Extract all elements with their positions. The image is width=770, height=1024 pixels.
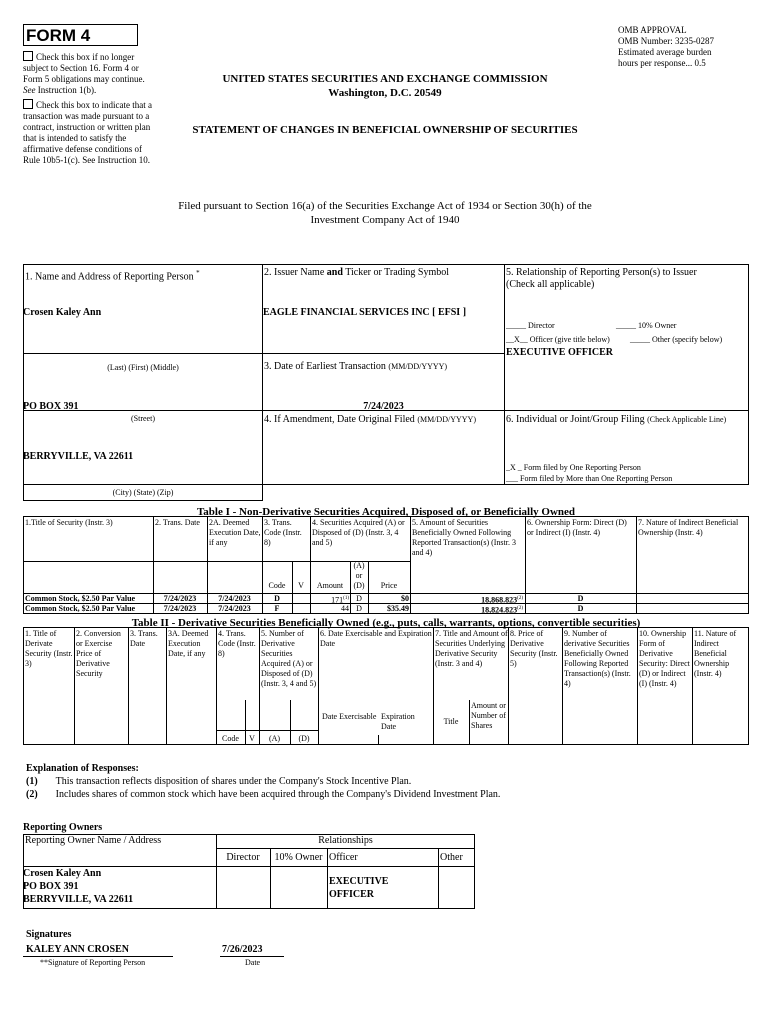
t1-h-sub-v: V [298, 581, 304, 590]
explanation-heading: Explanation of Responses: [26, 763, 139, 774]
t2-h-sub-title: Title [443, 717, 459, 726]
t1-r1-deemed: 7/24/2023 [218, 594, 251, 603]
box4-label: 4. If Amendment, Date Original Filed (MM/DD/YYYY) [264, 414, 476, 425]
date-label: Date [245, 958, 261, 967]
t2-h-sub-a: (A) [268, 734, 281, 743]
owners-col-name: Reporting Owner Name / Address [25, 835, 162, 846]
name-parts-label: (Last) (First) (Middle) [107, 363, 179, 372]
agency-city: Washington, D.C. 20549 [328, 87, 442, 99]
t1-r2-aord: D [356, 604, 362, 613]
t1-h-sub-amount: Amount [316, 581, 344, 590]
city-label: (City) (State) (Zip) [112, 488, 174, 497]
filing-one[interactable]: _X _ Form filed by One Reporting Person [506, 463, 641, 472]
box1-label: 1. Name and Address of Reporting Person * [25, 269, 200, 283]
t2-h-sub-code: Code [222, 734, 239, 743]
t1-h-sub-aord: (A) or (D) [353, 561, 365, 590]
t1-h-nature: 7. Nature of Indirect Beneficial Ownership (Instr. 4) [638, 518, 739, 537]
officer-option[interactable]: __X__ Officer (give title below) [506, 335, 610, 344]
t1-r2-price: $35.49 [387, 604, 409, 613]
signature-name: KALEY ANN CROSEN [26, 944, 129, 955]
t1-r1-aord: D [356, 594, 362, 603]
t2-h-title: 1. Title of Derivate Security (Instr. 3) [25, 629, 73, 668]
table1-title: Table I - Non-Derivative Securities Acquired, Disposed of, or Beneficially Owned [196, 506, 576, 518]
owners-col-owner10: 10% Owner [274, 852, 323, 863]
t2-h-sub-amount: Amount or Number of Shares [471, 701, 506, 730]
agency-name: UNITED STATES SECURITIES AND EXCHANGE COMMISSION [222, 73, 548, 85]
10b5-checkbox[interactable] [23, 99, 33, 109]
issuer-value: EAGLE FINANCIAL SERVICES INC [ EFSI ] [263, 307, 467, 318]
t2-h-deemed: 3A. Deemed Execution Date, if any [168, 629, 209, 658]
box3-label: 3. Date of Earliest Transaction (MM/DD/YYYY) [264, 361, 448, 372]
t1-r1-owned: 18,868.823$^{(2)}$ [481, 595, 523, 605]
director-option[interactable]: _____ Director [506, 321, 555, 330]
t1-r2-date: 7/24/2023 [163, 604, 197, 613]
t2-h-form: 10. Ownership Form of Derivative Security: Direct (D) or Indirect (I) (Instr. 4) [639, 629, 690, 688]
t1-h-title: 1.Title of Security (Instr. 3) [25, 518, 113, 527]
t2-h-exercisable: 6. Date Exercisable and Expiration Date [320, 629, 432, 648]
t1-r2-owned: 18,824.823$^{(2)}$ [481, 605, 523, 615]
t1-h-sub-code: Code [268, 581, 286, 590]
t1-h-acquired: 4. Securities Acquired (A) or Disposed of (D) (Instr. 3, 4 and 5) [312, 518, 405, 547]
box2-label: 2. Issuer Name and Ticker or Trading Symbol [264, 267, 450, 278]
owner-officer-value: EXECUTIVE OFFICER [329, 876, 389, 900]
t1-h-sub-price: Price [380, 581, 398, 590]
city-value: BERRYVILLE, VA 22611 [23, 451, 134, 462]
other-option[interactable]: _____ Other (specify below) [630, 335, 723, 344]
section16-checkbox[interactable] [23, 51, 33, 61]
owners-heading: Reporting Owners [23, 822, 103, 833]
t1-r1-amount: 171$^{(1)}$ [331, 595, 349, 605]
t2-h-code: 4. Trans. Code (Instr. 8) [218, 629, 256, 658]
form-title: FORM 4 [26, 26, 91, 45]
t2-h-sub-date-ex: Date Exercisable [322, 712, 377, 721]
street-label: (Street) [131, 414, 155, 423]
t2-h-sub-d: (D) [298, 734, 310, 743]
form-title-box [23, 24, 138, 46]
t2-h-sub-exp: Expiration Date [381, 712, 415, 731]
t2-h-underlying: 7. Title and Amount of Securities Underlying Derivative Security (Instr. 3 and 4) [435, 629, 508, 668]
t1-h-code: 3. Trans. Code (Instr. 8) [264, 518, 302, 547]
owners-col-other: Other [440, 852, 463, 863]
t1-r1-date: 7/24/2023 [163, 594, 197, 603]
t1-r2-form: D [577, 604, 584, 613]
t1-h-form: 6. Ownership Form: Direct (D) or Indirect (I) (Instr. 4) [527, 518, 627, 537]
statement-title: STATEMENT OF CHANGES IN BENEFICIAL OWNERSHIP OF SECURITIES [192, 124, 578, 136]
officer-title: EXECUTIVE OFFICER [506, 347, 613, 358]
t2-h-date: 3. Trans. Date [130, 629, 158, 648]
filing-more[interactable]: ___ Form filed by More than One Reporting Person [506, 474, 673, 483]
owners-col-director: Director [226, 852, 260, 863]
t2-h-nature: 11. Nature of Indirect Beneficial Ownership (Instr. 4) [694, 629, 737, 678]
t2-h-price: 8. Price of Derivative Security (Instr. 5) [510, 629, 558, 668]
box6-label: 6. Individual or Joint/Group Filing (Check Applicable Line) [506, 414, 727, 425]
filed-pursuant: Filed pursuant to Section 16(a) of the Securities Exchange Act of 1934 or Section 30(h) of the Investment Company Act of 1940 [178, 200, 592, 226]
check-10b5: Check this box to indicate that a transaction was made pursuant to a contract, instruction or written plan that is intended to satisfy the affirmative defense conditions of Rule 10b5-1(c). See Instruction 10. [23, 100, 152, 165]
t1-r2-amount: 44 [341, 604, 349, 613]
t1-r1-form: D [577, 594, 584, 603]
earliest-date-value: 7/24/2023 [363, 401, 404, 412]
t2-h-conversion: 2. Conversion or Exercise Price of Derivative Security [76, 629, 121, 678]
signature-date: 7/26/2023 [222, 944, 263, 955]
owner10-option[interactable]: _____ 10% Owner [616, 321, 677, 330]
check-section16: Check this box if no longer subject to Section 16. Form 4 or Form 5 obligations may continue. See Instruction 1(b). [23, 52, 145, 95]
t1-r2-code: F [274, 604, 280, 613]
owners-col-officer: Officer [329, 852, 358, 863]
owner-name: Crosen Kaley Ann PO BOX 391 BERRYVILLE, VA 22611 [23, 868, 134, 905]
table2-title: Table II - Derivative Securities Beneficially Owned (e.g., puts, calls, warrants, options, convertible securities) [131, 617, 641, 629]
reporting-person-name: Crosen Kaley Ann [23, 307, 102, 318]
t2-h-sub-v: V [249, 734, 255, 743]
t2-h-owned: 9. Number of derivative Securities Beneficially Owned Following Reported Transaction(s) (Instr. 4) [564, 629, 631, 688]
owners-col-relationships: Relationships [318, 835, 373, 846]
t2-h-number: 5. Number of Derivative Securities Acquired (A) or Disposed of (D) (Instr. 3, 4 and 5) [261, 629, 317, 688]
footnote-2: (2) Includes shares of common stock which have been acquired through the Company's Dividend Investment Plan. [26, 789, 501, 800]
footnote-1: (1) This transaction reflects disposition of shares under the Company's Stock Incentive Plan. [26, 776, 412, 787]
t1-r1-security: Common Stock, $2.50 Par Value [25, 594, 136, 603]
omb-approval: OMB APPROVAL OMB Number: 3235-0287 Estimated average burden hours per response... 0.5 [618, 25, 714, 68]
t1-r1-code: D [274, 594, 280, 603]
t1-r2-security: Common Stock, $2.50 Par Value [25, 604, 136, 613]
street-value: PO BOX 391 [23, 401, 79, 412]
t1-r1-price: $0 [401, 594, 409, 603]
t1-h-date: 2. Trans. Date [155, 518, 200, 527]
box5-label: 5. Relationship of Reporting Person(s) to Issuer (Check all applicable) [506, 267, 697, 290]
t1-r2-deemed: 7/24/2023 [218, 604, 251, 613]
signature-label: **Signature of Reporting Person [40, 958, 146, 967]
t1-h-owned: 5. Amount of Securities Beneficially Owned Following Reported Transaction(s) (Instr. 3 and 4) [412, 518, 516, 557]
signatures-heading: Signatures [26, 929, 72, 940]
t1-h-deemed: 2A. Deemed Execution Date, if any [209, 518, 261, 547]
